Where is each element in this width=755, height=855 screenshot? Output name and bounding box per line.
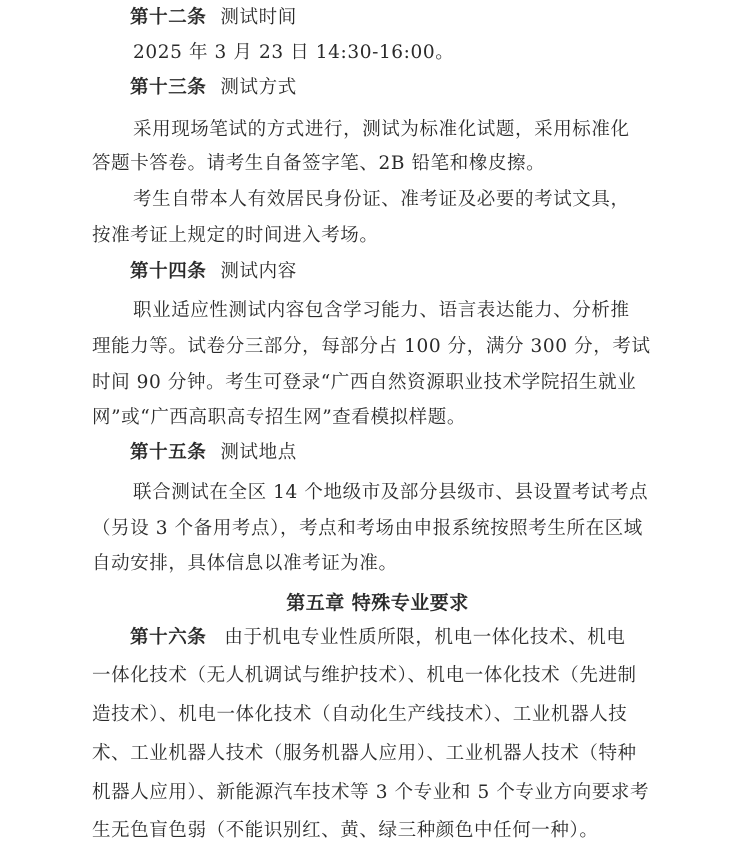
article-13-line-2: 答题卡答卷。请考生自备签字笔、2B 铅笔和橡皮擦。 [92, 153, 546, 174]
article-15-title: 测试地点 [220, 442, 297, 463]
article-13-line-1: 采用现场笔试的方式进行，测试为标准化试题，采用标准化 [133, 119, 630, 140]
article-14-line-4: 网”或“广西高职高专招生网”查看模拟样题。 [92, 407, 466, 428]
article-16-text-start: 由于机电专业性质所限，机电一体化技术、机电 [224, 627, 626, 648]
article-14-line-2: 理能力等。试卷分三部分，每部分占 100 分，满分 300 分，考试 [92, 336, 651, 357]
article-12-heading [130, 5, 297, 31]
article-14-label: 第十四条 [130, 261, 207, 282]
article-14-line-1: 职业适应性测试内容包含学习能力、语言表达能力、分析推 [133, 300, 630, 321]
article-12-line-1: 2025 年 3 月 23 日 14:30-16:00。 [133, 42, 455, 63]
article-13-line-4: 按准考证上规定的时间进入考场。 [92, 225, 379, 246]
article-13-title: 测试方式 [220, 77, 297, 98]
article-14-title: 测试内容 [220, 261, 297, 282]
article-16-line-3: 造技术）、机电一体化技术（自动化生产线技术）、工业机器人技 [92, 704, 628, 725]
article-15-line-2: （另设 3 个备用考点），考点和考场由申报系统按照考生所在区域 [92, 518, 643, 539]
article-15-heading [130, 440, 297, 466]
article-15-label: 第十五条 [130, 442, 207, 463]
article-16-line-2: 一体化技术（无人机调试与维护技术）、机电一体化技术（先进制 [92, 665, 637, 686]
article-16-line-5: 机器人应用）、新能源汽车技术等 3 个专业和 5 个专业方向要求考 [92, 782, 650, 803]
article-13-label: 第十三条 [130, 77, 207, 98]
article-16-line-6: 生无色盲色弱（不能识别红、黄、绿三种颜色中任何一种）。 [92, 820, 599, 841]
article-16-first-line [130, 625, 626, 651]
article-13-heading [130, 75, 297, 101]
article-12-title: 测试时间 [220, 7, 297, 28]
article-14-line-3: 时间 90 分钟。考生可登录“广西自然资源职业技术学院招生就业 [92, 372, 637, 393]
article-16-line-4: 术、工业机器人技术（服务机器人应用）、工业机器人技术（特种 [92, 743, 637, 764]
article-15-line-3: 自动安排，具体信息以准考证为准。 [92, 553, 398, 574]
chapter-5-title: 第五章 特殊专业要求 [286, 592, 469, 614]
article-12-label: 第十二条 [130, 7, 207, 28]
article-14-heading [130, 259, 297, 285]
article-13-line-3: 考生自带本人有效居民身份证、准考证及必要的考试文具， [133, 189, 630, 210]
article-15-line-1: 联合测试在全区 14 个地级市及部分县级市、县设置考试考点 [133, 482, 649, 503]
article-16-label: 第十六条 [130, 627, 207, 648]
